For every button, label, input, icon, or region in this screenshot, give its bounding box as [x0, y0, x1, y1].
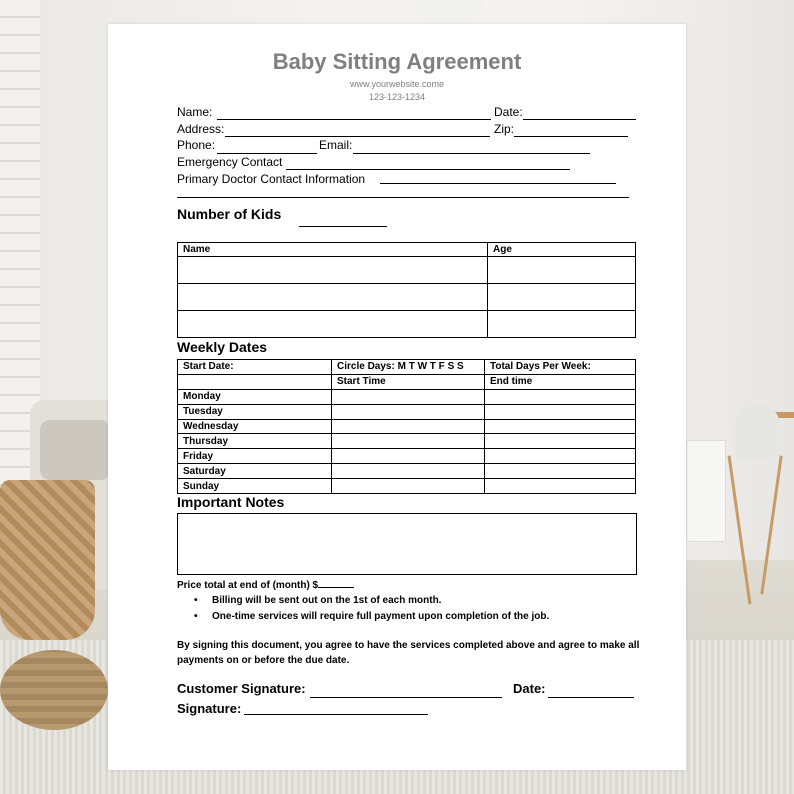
kids-name-header: Name: [178, 243, 488, 257]
doctor-contact-label: Primary Doctor Contact Information: [177, 172, 366, 186]
notes-box[interactable]: [177, 513, 637, 575]
day-label: Sunday: [178, 479, 332, 494]
name-label: Name:: [177, 105, 213, 119]
address-line[interactable]: [225, 136, 490, 137]
date-line[interactable]: [523, 119, 636, 120]
start-date-header: Start Date:: [178, 360, 332, 375]
email-line[interactable]: [353, 153, 590, 154]
one-time-bullet: One-time services will require full payment upon completion of the job.: [212, 611, 550, 622]
weekly-table: [177, 359, 636, 494]
zip-line[interactable]: [514, 136, 628, 137]
end-time-header: End time: [485, 374, 636, 389]
kids-table: [177, 242, 636, 338]
bullet-icon: •: [194, 611, 198, 622]
kids-heading: Number of Kids: [177, 206, 282, 222]
end-time-cell[interactable]: [485, 389, 636, 404]
date-label: Date:: [494, 105, 523, 119]
day-label: Wednesday: [178, 419, 332, 434]
end-time-cell[interactable]: [485, 464, 636, 479]
signature-label: Signature:: [177, 701, 242, 716]
doctor-contact-line[interactable]: [380, 183, 616, 184]
chair: [735, 405, 780, 460]
billing-bullet: Billing will be sent out on the 1st of each month.: [212, 595, 442, 606]
start-time-cell[interactable]: [332, 389, 485, 404]
weekly-dates-heading: Weekly Dates: [177, 339, 268, 355]
kid-name-cell[interactable]: [178, 311, 488, 338]
price-total-label: Price total at end of (month) $: [177, 580, 354, 591]
emergency-contact-line[interactable]: [286, 169, 570, 170]
customer-signature-line[interactable]: [310, 697, 502, 698]
day-label: Thursday: [178, 434, 332, 449]
address-label: Address:: [177, 122, 225, 136]
day-label: Saturday: [178, 464, 332, 479]
bullet-icon: •: [194, 595, 198, 606]
agreement-paper: [108, 24, 686, 770]
end-time-cell[interactable]: [485, 404, 636, 419]
start-time-cell[interactable]: [332, 449, 485, 464]
pillow: [40, 420, 110, 480]
wicker-pouf: [0, 650, 108, 730]
end-time-cell[interactable]: [485, 479, 636, 494]
empty-cell: [178, 374, 332, 389]
circle-days-header: Circle Days: M T W T F S S: [332, 360, 485, 375]
start-time-cell[interactable]: [332, 479, 485, 494]
day-label: Monday: [178, 389, 332, 404]
website-text: www.yourwebsite.come: [349, 79, 445, 89]
end-time-cell[interactable]: [485, 419, 636, 434]
kid-age-cell[interactable]: [488, 284, 636, 311]
start-time-cell[interactable]: [332, 419, 485, 434]
day-label: Tuesday: [178, 404, 332, 419]
agreement-text: By signing this document, you agree to have the services completed above and agree to make all payments on or before the due date.: [177, 640, 640, 666]
cabinet: [686, 440, 726, 542]
end-time-cell[interactable]: [485, 434, 636, 449]
signature-date-label: Date:: [513, 681, 546, 696]
total-days-header: Total Days Per Week:: [485, 360, 636, 375]
kid-age-cell[interactable]: [488, 257, 636, 284]
kid-name-cell[interactable]: [178, 284, 488, 311]
start-time-cell[interactable]: [332, 464, 485, 479]
start-time-cell[interactable]: [332, 404, 485, 419]
kid-name-cell[interactable]: [178, 257, 488, 284]
phone-text: 123-123-1234: [368, 92, 426, 102]
signature-line[interactable]: [244, 714, 428, 715]
wicker-basket: [0, 480, 95, 640]
kids-count-line[interactable]: [299, 226, 387, 227]
emergency-contact-label: Emergency Contact: [177, 155, 283, 169]
day-label: Friday: [178, 449, 332, 464]
name-line[interactable]: [217, 119, 491, 120]
start-time-header: Start Time: [332, 374, 485, 389]
extra-line[interactable]: [177, 197, 629, 198]
phone-label: Phone:: [177, 138, 216, 152]
start-time-cell[interactable]: [332, 434, 485, 449]
kid-age-cell[interactable]: [488, 311, 636, 338]
phone-line[interactable]: [217, 153, 317, 154]
zip-label: Zip:: [494, 122, 515, 136]
end-time-cell[interactable]: [485, 449, 636, 464]
email-label: Email:: [319, 138, 353, 152]
kids-age-header: Age: [488, 243, 636, 257]
document-title: Baby Sitting Agreement: [272, 49, 522, 74]
customer-signature-label: Customer Signature:: [177, 681, 306, 696]
signature-date-line[interactable]: [548, 697, 634, 698]
important-notes-heading: Important Notes: [177, 494, 285, 510]
